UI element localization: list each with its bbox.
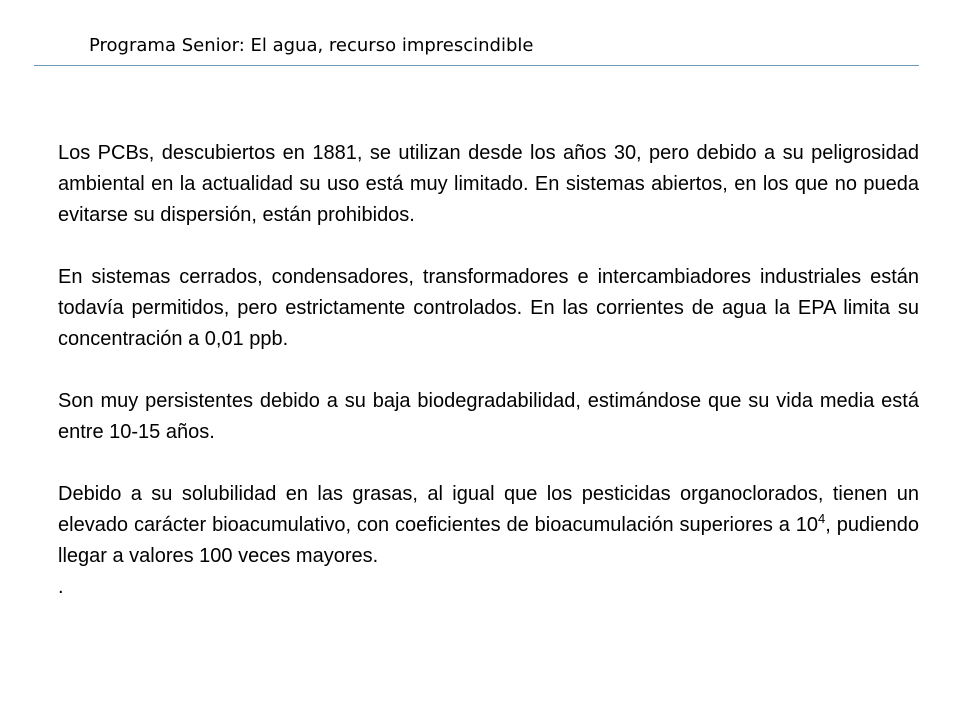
- bioaccumulation-text-end: , pudiendo llegar a valores 100 veces mayores.: [58, 514, 920, 567]
- paragraph-closed-systems: En sistemas cerrados, condensadores, transformadores e intercambiadores industriales están todavía permitidos, pero estrictamente controlados. En las corrientes de agua la EPA limita su concentración a 0,01 ppb.: [58, 266, 919, 350]
- header-divider: [34, 65, 919, 66]
- bioaccumulation-text-start: Debido a su solubilidad en las grasas, al igual que los pesticidas organoclorados, tienen un elevado carácter bioacumulativo, con coeficientes de bioacumulación superiores a 10: [58, 483, 919, 536]
- paragraph-bioaccumulation: [58, 479, 919, 572]
- slide-title: Programa Senior: El agua, recurso imprescindible: [89, 35, 534, 56]
- trailing-dot: .: [58, 576, 64, 598]
- slide-body: [58, 138, 919, 634]
- paragraph-persistence: Son muy persistentes debido a su baja biodegradabilidad, estimándose que su vida media está entre 10-15 años.: [58, 390, 919, 443]
- bioaccumulation-exponent: 4: [818, 511, 826, 526]
- paragraph-pcbs-history: Los PCBs, descubiertos en 1881, se utilizan desde los años 30, pero debido a su peligrosidad ambiental en la actualidad su uso está muy limitado. En sistemas abiertos, en los que no pueda evitarse su dispersión, están prohibidos.: [58, 142, 919, 226]
